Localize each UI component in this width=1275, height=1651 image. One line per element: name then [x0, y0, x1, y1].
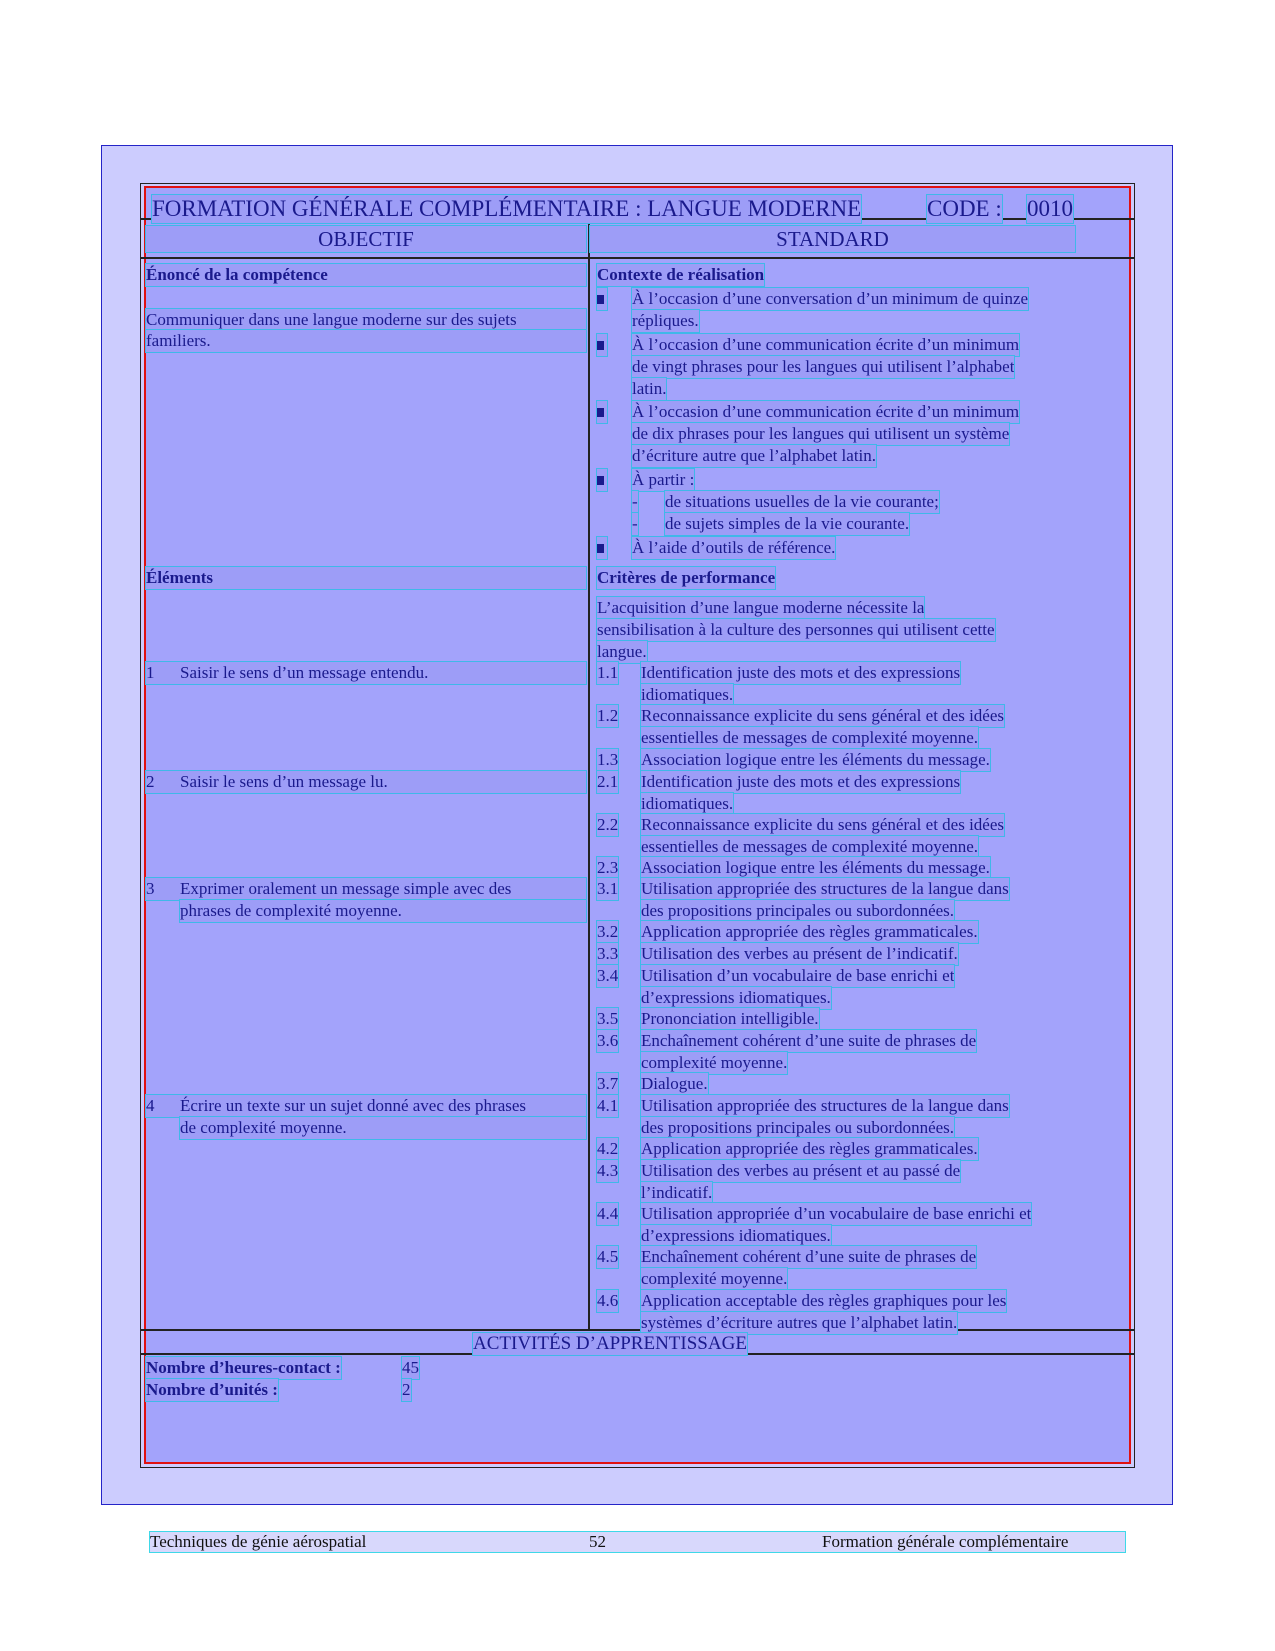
- criteres-heading: Critères de performance: [597, 568, 776, 587]
- element-text: Écrire un texte sur un sujet donné avec des phrases: [180, 1096, 527, 1115]
- footer-right: Formation générale complémentaire: [822, 1532, 1069, 1551]
- critere-text: systèmes d’écriture autres que l’alphabet latin.: [641, 1313, 958, 1332]
- contexte-item: À l’occasion d’une communication écrite d’un minimum: [632, 335, 1020, 354]
- critere-text: essentielles de messages de complexité moyenne.: [641, 728, 979, 747]
- document-title: FORMATION GÉNÉRALE COMPLÉMENTAIRE : LANGUE MODERNE: [152, 196, 862, 221]
- critere-text: Association logique entre les éléments du message.: [641, 858, 990, 877]
- critere-text: Enchaînement cohérent d’une suite de phrases de: [641, 1247, 977, 1266]
- element-row: [146, 878, 586, 900]
- critere-text: Reconnaissance explicite du sens général et des idées: [641, 815, 1005, 834]
- critere-text: complexité moyenne.: [641, 1269, 788, 1288]
- element-text: Saisir le sens d’un message lu.: [180, 772, 388, 791]
- dash-marker: -: [632, 492, 638, 511]
- critere-number: 3.5: [597, 1009, 619, 1028]
- enonce-text: familiers.: [146, 330, 586, 352]
- critere-text: des propositions principales ou subordonnées.: [641, 901, 955, 920]
- critere-text: l’indicatif.: [641, 1183, 713, 1202]
- contexte-item: À l’occasion d’une conversation d’un minimum de quinze: [632, 289, 1029, 308]
- critere-text: Identification juste des mots et des expressions: [641, 663, 961, 682]
- critere-text: Reconnaissance explicite du sens général et des idées: [641, 706, 1005, 725]
- critere-text: des propositions principales ou subordonnées.: [641, 1118, 955, 1137]
- critere-text: Utilisation des verbes au présent de l’indicatif.: [641, 944, 958, 963]
- column-standard: STANDARD: [590, 226, 1075, 252]
- critere-number: 2.3: [597, 858, 619, 877]
- critere-number: 1.1: [597, 663, 619, 682]
- heures-value: 45: [402, 1358, 419, 1377]
- critere-number: 3.7: [597, 1074, 619, 1093]
- critere-text: idiomatiques.: [641, 794, 734, 813]
- enonce-heading: Énoncé de la compétence: [146, 264, 586, 286]
- critere-number: 4.2: [597, 1139, 619, 1158]
- element-number: 4: [146, 1096, 155, 1115]
- element-row: [146, 1095, 586, 1117]
- critere-text: Application appropriée des règles grammaticales.: [641, 1139, 978, 1158]
- bullet-icon: [597, 401, 607, 423]
- critere-number: 1.2: [597, 706, 619, 725]
- critere-text: Application acceptable des règles graphiques pour les: [641, 1291, 1007, 1310]
- critere-number: 2.2: [597, 815, 619, 834]
- critere-text: complexité moyenne.: [641, 1053, 788, 1072]
- criteres-intro: L’acquisition d’une langue moderne nécessite la: [597, 598, 925, 617]
- critere-number: 3.4: [597, 966, 619, 985]
- critere-number: 3.1: [597, 879, 619, 898]
- enonce-text: Communiquer dans une langue moderne sur des sujets: [146, 309, 586, 331]
- elements-heading: Éléments: [146, 567, 586, 589]
- unites-label: Nombre d’unités :: [146, 1380, 278, 1399]
- critere-number: 3.6: [597, 1031, 619, 1050]
- critere-text: Utilisation appropriée des structures de la langue dans: [641, 879, 1009, 898]
- critere-number: 4.1: [597, 1096, 619, 1115]
- critere-text: Utilisation des verbes au présent et au passé de: [641, 1161, 961, 1180]
- critere-number: 4.3: [597, 1161, 619, 1180]
- critere-number: 4.6: [597, 1291, 619, 1310]
- element-text: Saisir le sens d’un message entendu.: [180, 663, 429, 682]
- code-value: 0010: [1027, 196, 1073, 221]
- critere-text: Application appropriée des règles grammaticales.: [641, 922, 978, 941]
- critere-text: Enchaînement cohérent d’une suite de phrases de: [641, 1031, 977, 1050]
- contexte-subitem: de situations usuelles de la vie courante;: [665, 492, 939, 511]
- critere-text: d’expressions idiomatiques.: [641, 988, 831, 1007]
- element-number: 2: [146, 772, 155, 791]
- element-number: 3: [146, 879, 155, 898]
- element-row: [146, 771, 586, 793]
- critere-text: Dialogue.: [641, 1074, 708, 1093]
- bullet-icon: [597, 469, 607, 491]
- critere-text: Identification juste des mots et des expressions: [641, 772, 961, 791]
- dash-marker: -: [632, 514, 638, 533]
- heures-label: Nombre d’heures-contact :: [146, 1358, 341, 1377]
- critere-text: idiomatiques.: [641, 685, 734, 704]
- column-objectif: OBJECTIF: [146, 226, 586, 252]
- contexte-item: À partir :: [632, 470, 695, 489]
- critere-number: 2.1: [597, 772, 619, 791]
- bullet-icon: [597, 537, 607, 559]
- page-number: 52: [589, 1532, 606, 1551]
- critere-text: d’expressions idiomatiques.: [641, 1226, 831, 1245]
- critere-text: Association logique entre les éléments du message.: [641, 750, 990, 769]
- footer-left: Techniques de génie aérospatial: [150, 1532, 367, 1551]
- critere-text: Utilisation appropriée d’un vocabulaire de base enrichi et: [641, 1204, 1032, 1223]
- critere-text: essentielles de messages de complexité moyenne.: [641, 837, 979, 856]
- critere-number: 4.4: [597, 1204, 619, 1223]
- element-row: [146, 662, 586, 684]
- critere-number: 1.3: [597, 750, 619, 769]
- bullet-icon: [597, 334, 607, 356]
- critere-text: Prononciation intelligible.: [641, 1009, 819, 1028]
- contexte-item: À l’aide d’outils de référence.: [632, 538, 836, 557]
- critere-number: 4.5: [597, 1247, 619, 1266]
- contexte-item: À l’occasion d’une communication écrite d’un minimum: [632, 402, 1020, 421]
- element-number: 1: [146, 663, 155, 682]
- critere-text: Utilisation appropriée des structures de la langue dans: [641, 1096, 1009, 1115]
- contexte-subitem: de sujets simples de la vie courante.: [665, 514, 910, 533]
- critere-number: 3.2: [597, 922, 619, 941]
- unites-value: 2: [402, 1380, 411, 1399]
- element-text: Exprimer oralement un message simple avec des: [180, 879, 512, 898]
- contexte-heading: Contexte de réalisation: [597, 265, 765, 284]
- code-label: CODE :: [927, 196, 1002, 221]
- critere-number: 3.3: [597, 944, 619, 963]
- critere-text: Utilisation d’un vocabulaire de base enrichi et: [641, 966, 955, 985]
- activites-heading: ACTIVITÉS D’APPRENTISSAGE: [473, 1333, 747, 1354]
- bullet-icon: [597, 288, 607, 310]
